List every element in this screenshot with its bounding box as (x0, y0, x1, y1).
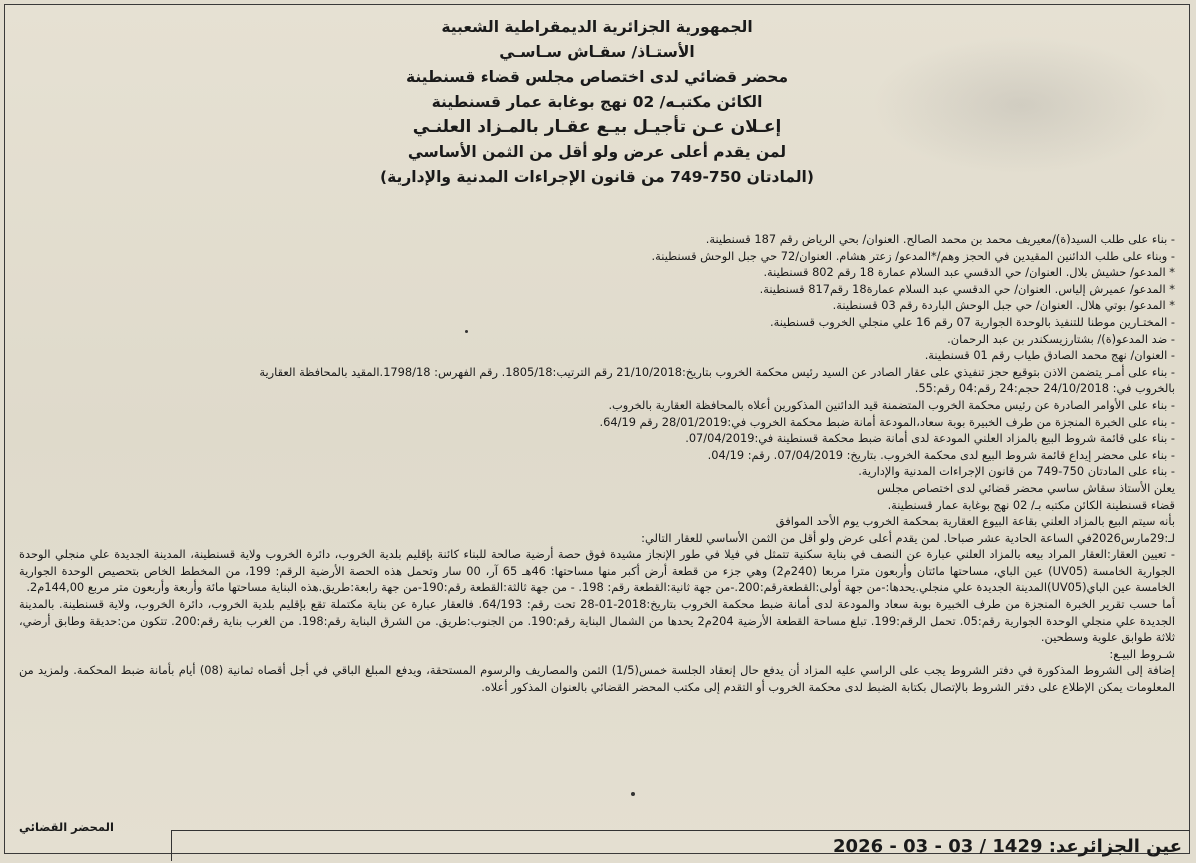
body-line: - العنوان/ نهج محمد الصادق طياب رقم 01 قسنطينة. (924, 348, 1175, 363)
expert-report: أما حسب تقرير الخبرة المنجزة من طرف الخبيرة بوبة سعاد والمودعة لدى أمانة ضبط محكمة الخروب بتاريخ:2018-01-28 تحت رقم: 64/193. فالعقار عبارة عن بناية مكتملة تقع بإقليم بلدية الخروب، دائرة الخروب، ولاية قسنطينة. بالمدينة الجديدة علي منجلي الوحدة الجوارية رقم:05. تحمل الرقم:199. تبلغ مساحة القطعة الأرضية 204م2 يحدها من الشمال البناية رقم:190. من الجنوب:طريق. من الشرق البناية رقم:198. من الغرب بناية رقم:200. تتكون من:حديقة وطابق أرضي، ثلاثة طوابق علوية وسطحين. (19, 597, 1176, 645)
body-line: بالخروب في: 24/10/2018 حجم:24 رقم:04 رقم:55. (914, 381, 1175, 396)
body-line: * المدعو/ حشيش بلال. العنوان/ حي الدقسي عبد السلام عمارة 18 رقم 802 قسنطينة. (763, 265, 1175, 280)
header-republic: الجمهورية الجزائرية الديمقراطية الشعبية (441, 18, 753, 36)
body-line: * المدعو/ بوتي هلال. العنوان/ حي جبل الوحش الباردة رقم 03 قسنطينة. (832, 298, 1175, 313)
body-line: - بناء على الأوامر الصادرة عن رئيس محكمة الخروب المتضمنة قيد الدائنين المذكورين أعلاه بالمحافظة العقارية بالخروب. (608, 397, 1175, 412)
header-office-address: الكائن مكتبـه/ 02 نهج بوغابة عمار قسنطينة (431, 93, 763, 111)
header-announcement-title: إعـلان عـن تأجيـل بيـع عقـار بالمـزاد العلنـي (412, 117, 782, 137)
document-body (19, 231, 1175, 696)
body-line: قضاء قسنطينة الكائن مكتبه بـ/ 02 نهج بوغابة عمار قسنطينة. (887, 497, 1175, 512)
body-line: بأنه سيتم البيع بالمزاد العلني بقاعة البيوع العقارية بمحكمة الخروب يوم الأحد الموافق (775, 514, 1175, 529)
body-line: - بناء على المادتان 750-749 من قانون الإجراءات المدنية والإدارية. (858, 464, 1175, 479)
body-line: - بناء على طلب السيد(ة)/معيريف محمد بن محمد الصالح. العنوان/ بحي الرياض رقم 187 قسنطينة. (705, 232, 1175, 246)
property-description: - تعيين العقار:العقار المراد بيعه بالمزاد العلني عبارة عن النصف في بناية سكنية تتمثل في فيلا في طور الإنجاز مشيدة فوق حصة أرضية صالحة للبناء كائنة بإقليم بلدية الخروب، دائرة الخروب ولاية قسنطينة، المدينة الجديدة علي منجلي الوحدة الجوارية الخامسة (UV05) عين الباي، مساحتها مائتان وأربعون مترا مربعا (240م2) وهي جزء من قطعة أرض أكبر منها مساحتها: 46هـ 65 آر، 00 سار وتحمل هذه الحصة الأرضية الرقم: 199، من المخطط الخاص بتحصيص الوحدة الجوارية الخامسة عين الباي(UV05)المدينة الجديدة علي منجلي.يحدها:-من جهة أولى:القطعةرقم:200.-من جهة ثانية:القطعة رقم: 198. - من جهة ثالثة:القطعة رقم:190-من جهة رابعة:طريق.هذه البناية مساحتها مائة وأربعة وأربعون متر مربع 144,00م2. (19, 547, 1175, 595)
header-legal-articles: (المادتان 750-749 من قانون الإجراءات المدنية والإدارية) (380, 168, 814, 186)
print-speck (631, 792, 635, 796)
body-line: * المدعو/ عميرش إلياس. العنوان/ حي الدقسي عبد السلام عمارة18 رقم817 قسنطينة. (759, 281, 1175, 296)
body-line: - المختـارين موطنا للتنفيذ بالوحدة الجوارية 07 رقم 16 علي منجلي الخروب قسنطينة. (769, 314, 1175, 329)
sale-conditions: إضافة إلى الشروط المذكورة في دفتر الشروط يجب على الراسي عليه المزاد أن يدفع حال إنعقاد الجلسة خمس(1/5) الثمن والمصاريف والرسوم المستحقة، ويدفع المبلغ الباقي في أجل أقصاه ثمانية (08) أيام بأمانة ضبط المحكمة. ولمزيد من المعلومات يمكن الإطلاع على دفتر الشروط بالإتصال بكتابة الضبط لدى محكمة الخروب أو التقدم إلى مكتب المحضر القضائي بالعنوان المذكور أعلاه. (19, 663, 1175, 695)
signature: المحضر القضائي (19, 820, 114, 834)
body-line: - بناء على الخبرة المنجزة من طرف الخبيرة بوبة سعاد،المودعة أمانة ضبط محكمة الخروب في:28/01/2019 رقم 64/19. (599, 414, 1175, 429)
footer-label: عين الجزائرعد: 1429 / 03 - 03 - 2026 (833, 835, 1182, 857)
body-line: - بناء على محضر إيداع قائمة شروط البيع لدى محكمة الخروب. بتاريخ: 07/04/2019. رقم: 04/19. (707, 447, 1175, 462)
body-line: - وبناء على طلب الدائنين المقيدين في الحجز وهم/*المدعو/ زعتر هشام. العنوان/72 حي جبل الوحش قسنطينة. (651, 248, 1175, 263)
header-bailiff-jurisdiction: محضر قضائي لدى اختصاص مجلس قضاء قسنطينة (405, 68, 789, 86)
body-line: لـ:29مارس2026في الساعة الحادية عشر صباحا. لمن يقدم أعلى عرض ولو أقل من الثمن الأساسي للعقار التالي: (641, 530, 1175, 545)
document-page (4, 4, 1190, 857)
document-header (5, 15, 1189, 190)
body-line: - بناء على قائمة شروط البيع بالمزاد العلني المودعة لدى أمانة ضبط محكمة قسنطينة في:07/04/2019. (685, 431, 1175, 446)
print-speck (465, 330, 468, 333)
body-line: - بناء على أمـر يتضمن الاذن بتوقيع حجز تنفيذي على عقار الصادر عن السيد رئيس محكمة الخروب بتاريخ:21/10/2018 رقم الترتيب:1805/18. رقم الفهرس: 1798/18.المقيد بالمحافظة العقارية (259, 364, 1175, 379)
sale-conditions-heading: شـروط البيـع: (1109, 646, 1175, 661)
publication-footer (171, 830, 1190, 861)
header-bailiff-name: الأستـاذ/ سقـاش سـاسـي (499, 43, 695, 61)
body-line: - ضد المدعو(ة)/ بشتارزيسكندر بن عبد الرحمان. (947, 331, 1175, 346)
body-line: يعلن الأستاذ سقاش ساسي محضر قضائي لدى اختصاص مجلس (877, 480, 1175, 495)
header-highest-bid: لمن يقدم أعلى عرض ولو أقل من الثمن الأساسي (407, 143, 787, 161)
